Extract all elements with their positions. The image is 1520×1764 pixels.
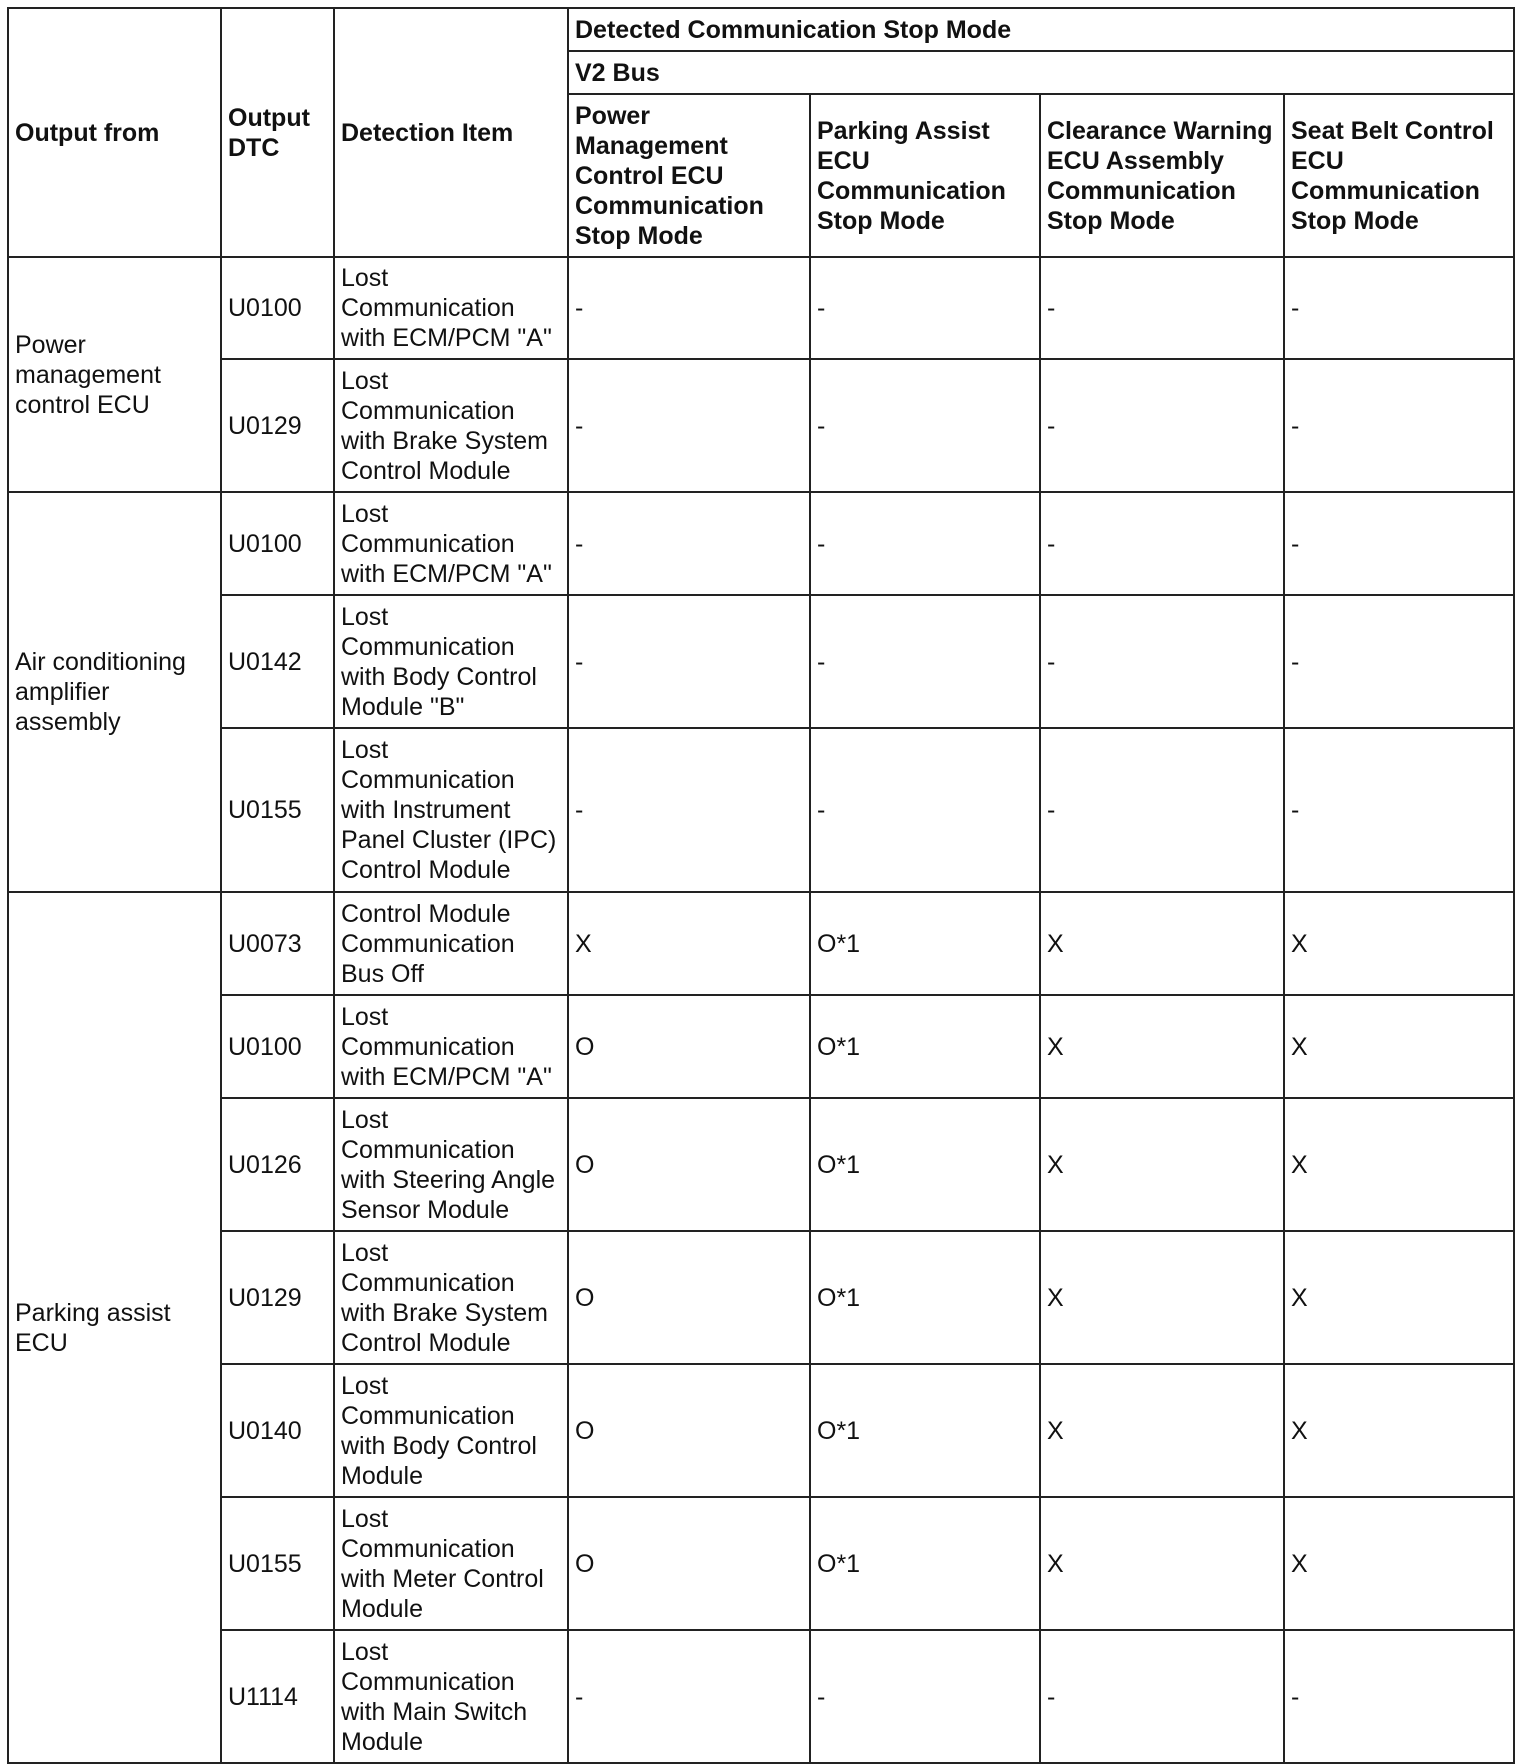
value-cell: X [1040, 1231, 1284, 1364]
table-row [8, 595, 1514, 728]
value-cell: O [568, 1231, 810, 1364]
value-cell: X [1040, 1098, 1284, 1231]
dtc-cell: U0129 [221, 1231, 334, 1364]
value-cell: - [1284, 359, 1514, 492]
value-cell: X [1284, 1231, 1514, 1364]
value-cell: X [1040, 1364, 1284, 1497]
value-cell: - [1284, 728, 1514, 892]
header-detection-item: Detection Item [334, 8, 568, 257]
value-cell: O*1 [810, 1364, 1040, 1497]
dtc-table [7, 7, 1515, 1764]
value-cell: X [1284, 1364, 1514, 1497]
value-cell: X [1040, 1497, 1284, 1630]
value-cell: X [1040, 995, 1284, 1098]
value-cell: - [568, 257, 810, 359]
value-cell: O*1 [810, 1098, 1040, 1231]
value-cell: - [810, 257, 1040, 359]
header-col-parking-assist: Parking Assist ECU Communication Stop Mode [810, 94, 1040, 257]
dtc-cell: U0100 [221, 257, 334, 359]
value-cell: O*1 [810, 1497, 1040, 1630]
value-cell: - [1040, 595, 1284, 728]
detection-item-cell: Lost Communication with Body Control Module "B" [334, 595, 568, 728]
value-cell: X [1040, 892, 1284, 995]
detection-item-cell: Lost Communication with Steering Angle Sensor Module [334, 1098, 568, 1231]
header-col-seat-belt: Seat Belt Control ECU Communication Stop Mode [1284, 94, 1514, 257]
value-cell: - [1284, 492, 1514, 595]
value-cell: - [810, 595, 1040, 728]
value-cell: - [568, 492, 810, 595]
detection-item-cell: Lost Communication with Brake System Control Module [334, 359, 568, 492]
detection-item-cell: Lost Communication with Body Control Module [334, 1364, 568, 1497]
value-cell: - [1040, 359, 1284, 492]
output-from-cell: Parking assist ECU [8, 892, 221, 1763]
table-row [8, 728, 1514, 892]
detection-item-cell: Lost Communication with Instrument Panel Cluster (IPC) Control Module [334, 728, 568, 892]
dtc-cell: U0126 [221, 1098, 334, 1231]
table-row [8, 1497, 1514, 1630]
value-cell: - [1040, 257, 1284, 359]
value-cell: X [1284, 892, 1514, 995]
value-cell: - [568, 595, 810, 728]
table-row [8, 359, 1514, 492]
value-cell: O*1 [810, 995, 1040, 1098]
detection-item-cell: Control Module Communication Bus Off [334, 892, 568, 995]
table-row [8, 892, 1514, 995]
value-cell: O [568, 1364, 810, 1497]
table-row [8, 1231, 1514, 1364]
dtc-cell: U0100 [221, 492, 334, 595]
value-cell: X [1284, 995, 1514, 1098]
value-cell: - [1040, 1630, 1284, 1763]
dtc-cell: U1114 [221, 1630, 334, 1763]
table-row [8, 1098, 1514, 1231]
output-from-cell: Power management control ECU [8, 257, 221, 492]
detection-item-cell: Lost Communication with ECM/PCM "A" [334, 995, 568, 1098]
detection-item-cell: Lost Communication with Brake System Control Module [334, 1231, 568, 1364]
header-bus: V2 Bus [568, 51, 1514, 94]
value-cell: O [568, 1098, 810, 1231]
value-cell: - [1284, 1630, 1514, 1763]
table-header [8, 8, 1514, 257]
value-cell: O [568, 1497, 810, 1630]
detection-item-cell: Lost Communication with Meter Control Module [334, 1497, 568, 1630]
value-cell: - [810, 1630, 1040, 1763]
value-cell: - [1040, 492, 1284, 595]
table-row [8, 257, 1514, 359]
table-row [8, 1630, 1514, 1763]
header-output-dtc: Output DTC [221, 8, 334, 257]
value-cell: O*1 [810, 892, 1040, 995]
value-cell: - [810, 359, 1040, 492]
value-cell: - [1040, 728, 1284, 892]
value-cell: O [568, 995, 810, 1098]
header-col-clearance-warning: Clearance Warning ECU Assembly Communication Stop Mode [1040, 94, 1284, 257]
value-cell: - [568, 728, 810, 892]
value-cell: O*1 [810, 1231, 1040, 1364]
dtc-cell: U0073 [221, 892, 334, 995]
value-cell: - [810, 728, 1040, 892]
value-cell: X [568, 892, 810, 995]
dtc-cell: U0140 [221, 1364, 334, 1497]
table-body [8, 257, 1514, 1763]
dtc-cell: U0129 [221, 359, 334, 492]
dtc-cell: U0100 [221, 995, 334, 1098]
dtc-cell: U0155 [221, 728, 334, 892]
table-row [8, 1364, 1514, 1497]
header-output-from: Output from [8, 8, 221, 257]
value-cell: - [1284, 257, 1514, 359]
value-cell: - [568, 1630, 810, 1763]
output-from-cell: Air conditioning amplifier assembly [8, 492, 221, 892]
detection-item-cell: Lost Communication with ECM/PCM "A" [334, 492, 568, 595]
detection-item-cell: Lost Communication with Main Switch Module [334, 1630, 568, 1763]
dtc-cell: U0155 [221, 1497, 334, 1630]
value-cell: X [1284, 1098, 1514, 1231]
table-row [8, 995, 1514, 1098]
dtc-cell: U0142 [221, 595, 334, 728]
detection-item-cell: Lost Communication with ECM/PCM "A" [334, 257, 568, 359]
table-row [8, 492, 1514, 595]
value-cell: - [568, 359, 810, 492]
value-cell: - [1284, 595, 1514, 728]
value-cell: X [1284, 1497, 1514, 1630]
header-group-title: Detected Communication Stop Mode [568, 8, 1514, 51]
value-cell: - [810, 492, 1040, 595]
header-col-power-management: Power Management Control ECU Communication Stop Mode [568, 94, 810, 257]
